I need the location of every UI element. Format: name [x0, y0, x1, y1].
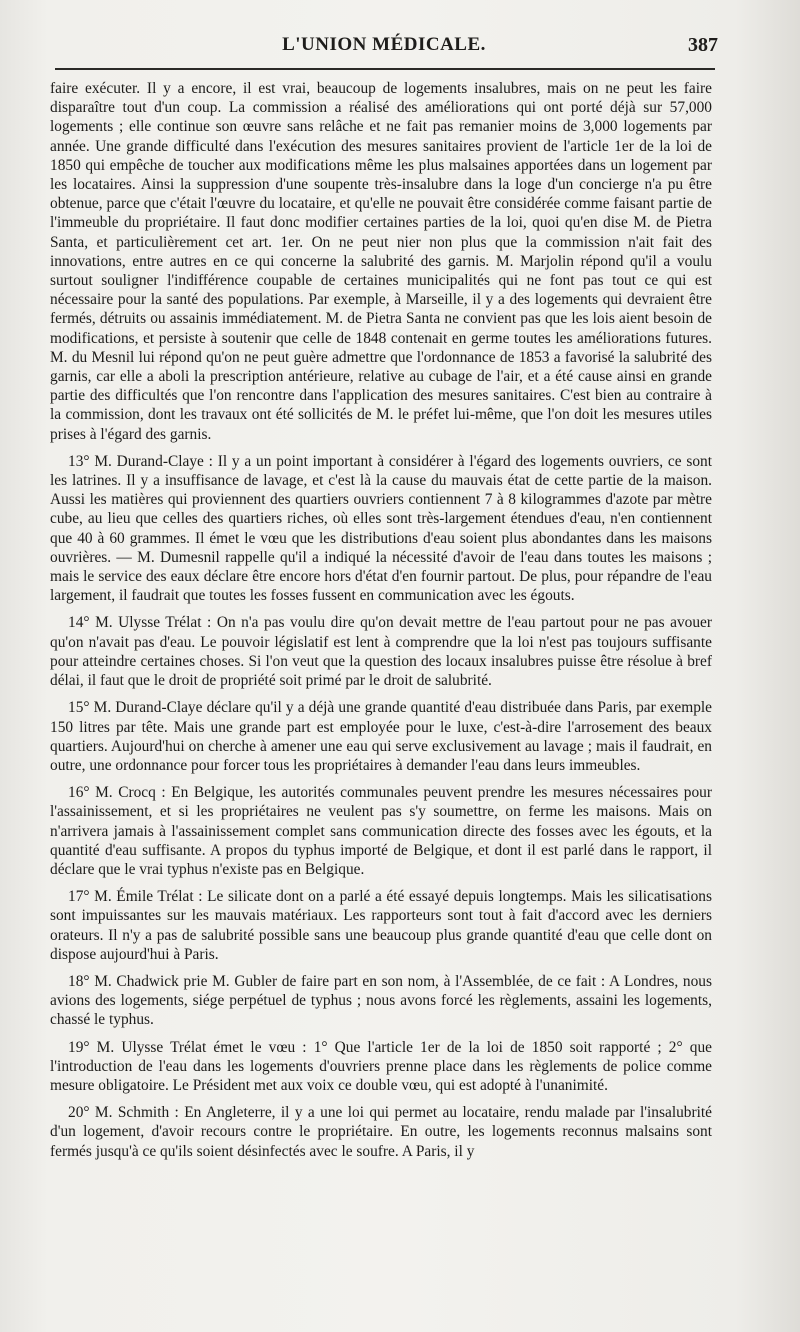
- page-number: 387: [688, 34, 718, 56]
- paragraph-item-20: 20° M. Schmith : En Angleterre, il y a une loi qui permet au locataire, rendu malade par l'insalubrité d'un logement, d'avoir recours contre le propriétaire. En outre, les logements reconnus malsains sont fermés jusqu'à ce qu'ils soient désinfectés avec le soufre. A Paris, il y: [50, 1104, 712, 1160]
- paragraph-continuation: faire exécuter. Il y a encore, il est vrai, beaucoup de logements insalubres, mais on ne peut les faire disparaître tout d'un coup. La commission a réalisé des améliorations qui ont porté déjà sur 57,000 logements ; elle continue son œuvre sans relâche et ne fait pas remanier moins de 3,000 logements par année. Une grande difficulté dans l'exécution des mesures sanitaires provient de l'article 1er de la loi de 1850 qui empêche de toucher aux modifications même les plus malsaines apportées dans un logement par les locataires. Ainsi la suppression d'une soupente très-insalubre dans la loge d'un concierge n'a pu être obtenue, parce que c'était l'œuvre du locataire, et qu'elle ne pouvait être considérée comme faisant partie de l'immeuble du propriétaire. Il faut donc modifier certaines parties de la loi, quoi qu'en dise M. de Pietra Santa, et particulièrement cet art. 1er. On ne peut nier non plus que la commission n'ait fait des innovations, entre autres en ce qui concerne la salubrité des garnis. M. Marjolin répond qu'il a voulu surtout souligner l'indifférence coupable de certaines municipalités qui ne font pas tout ce qui est nécessaire pour la santé des populations. Par exemple, à Marseille, il y a des logements qui devraient être fermés, détruits ou assainis immédiatement. M. de Pietra Santa ne convient pas que les lois aient besoin de modifications, et persiste à soutenir que celle de 1848 contenait en germe toutes les améliorations futures. M. du Mesnil lui répond qu'on ne peut guère admettre que l'ordonnance de 1853 a favorisé la salubrité des garnis, car elle a aboli la prescription antérieure, relative au cubage de l'air, et a été cause ainsi en grande partie des difficultés que l'on rencontre dans l'application des mesures sanitaires. C'est bien au contraire à la commission, dont les travaux ont été sollicités de M. le préfet lui-même, que l'on doit les mesures utiles prises à l'égard des garnis.: [50, 80, 712, 443]
- paragraph-item-15: 15° M. Durand-Claye déclare qu'il y a déjà une grande quantité d'eau distribuée dans Paris, par exemple 150 litres par tête. Mais une grande part est employée pour le luxe, c'est-à-dire l'arrosement des beaux quartiers. Aujourd'hui on cherche à amener une eau qui serve exclusivement au lavage ; mais il faudrait, en outre, une ordonnance pour forcer tous les propriétaires à demander l'eau dans leurs immeubles.: [50, 699, 712, 774]
- paragraph-item-13: 13° M. Durand-Claye : Il y a un point important à considérer à l'égard des logements ouvriers, ce sont les latrines. Il y a insuffisance de lavage, et c'est là la cause du mauvais état de cette partie de la maison. Aussi les matières qui proviennent des quartiers ouvriers contiennent 7 à 8 kilogrammes d'azote par mètre cube, au lieu que celles des quartiers riches, où elles sont très-largement étendues d'eau, n'en contiennent que 40 à 60 grammes. Il émet le vœu que les distributions d'eau soient plus abondantes dans les maisons ouvrières. — M. Dumesnil rappelle qu'il a indiqué la nécessité d'avoir de l'eau dans toutes les maisons ; mais le service des eaux déclare être encore hors d'état d'en fournir partout. De plus, pour répandre de l'eau largement, il faudrait que toutes les fosses fussent en communication avec les égouts.: [50, 452, 712, 605]
- paragraph-item-14: 14° M. Ulysse Trélat : On n'a pas voulu dire qu'on devait mettre de l'eau partout pour ne pas avouer qu'on n'avait pas d'eau. Le pouvoir législatif est lent à comprendre que la loi n'est pas toujours suffisante pour atteindre certaines choses. Si l'on veut que la question des locaux insalubres puisse être résolue à bref délai, il faut que le droit de propriété soit primé par le droit de salubrité.: [50, 614, 712, 690]
- body-text: [50, 79, 712, 1169]
- paragraph-item-18: 18° M. Chadwick prie M. Gubler de faire part en son nom, à l'Assemblée, de ce fait : A Londres, nous avions des logements, siége perpétuel de typhus ; nous avons forcé les règlements, assaini les logements, chassé le typhus.: [50, 972, 712, 1029]
- paragraph-item-17: 17° M. Émile Trélat : Le silicate dont on a parlé a été essayé depuis longtemps. Mais les silicatisations sont impuissantes sur les mauvais matériaux. Les rapporteurs sont tout à fait d'accord avec les derniers orateurs. Il n'y a pas de salubrité possible sans une beaucoup plus grande quantité d'eau que celle dont on dispose aujourd'hui à Paris.: [50, 888, 712, 963]
- paragraph-item-19: 19° M. Ulysse Trélat émet le vœu : 1° Que l'article 1er de la loi de 1850 soit rapporté ; 2° que l'introduction de l'eau dans les logements d'ouvriers prenne place dans les règlements de police comme mesure obligatoire. Le Président met aux voix ce double vœu, qui est adopté à l'unanimité.: [50, 1038, 712, 1094]
- page-header: [50, 34, 718, 66]
- header-rule: [55, 68, 715, 70]
- paragraph-item-16: 16° M. Crocq : En Belgique, les autorités communales peuvent prendre les mesures nécessaires pour l'assainissement, et si les propriétaires ne veulent pas s'y soumettre, on ferme les maisons. Mais on n'arrivera jamais à l'assainissement complet sans communication directe des fosses avec les égouts, et la quantité d'eau suffisante. A propos du typhus importé de Belgique, et dont il est parlé dans le rapport, il déclare que le vrai typhus n'existe pas en Belgique.: [50, 784, 712, 878]
- running-title: L'UNION MÉDICALE.: [282, 34, 486, 55]
